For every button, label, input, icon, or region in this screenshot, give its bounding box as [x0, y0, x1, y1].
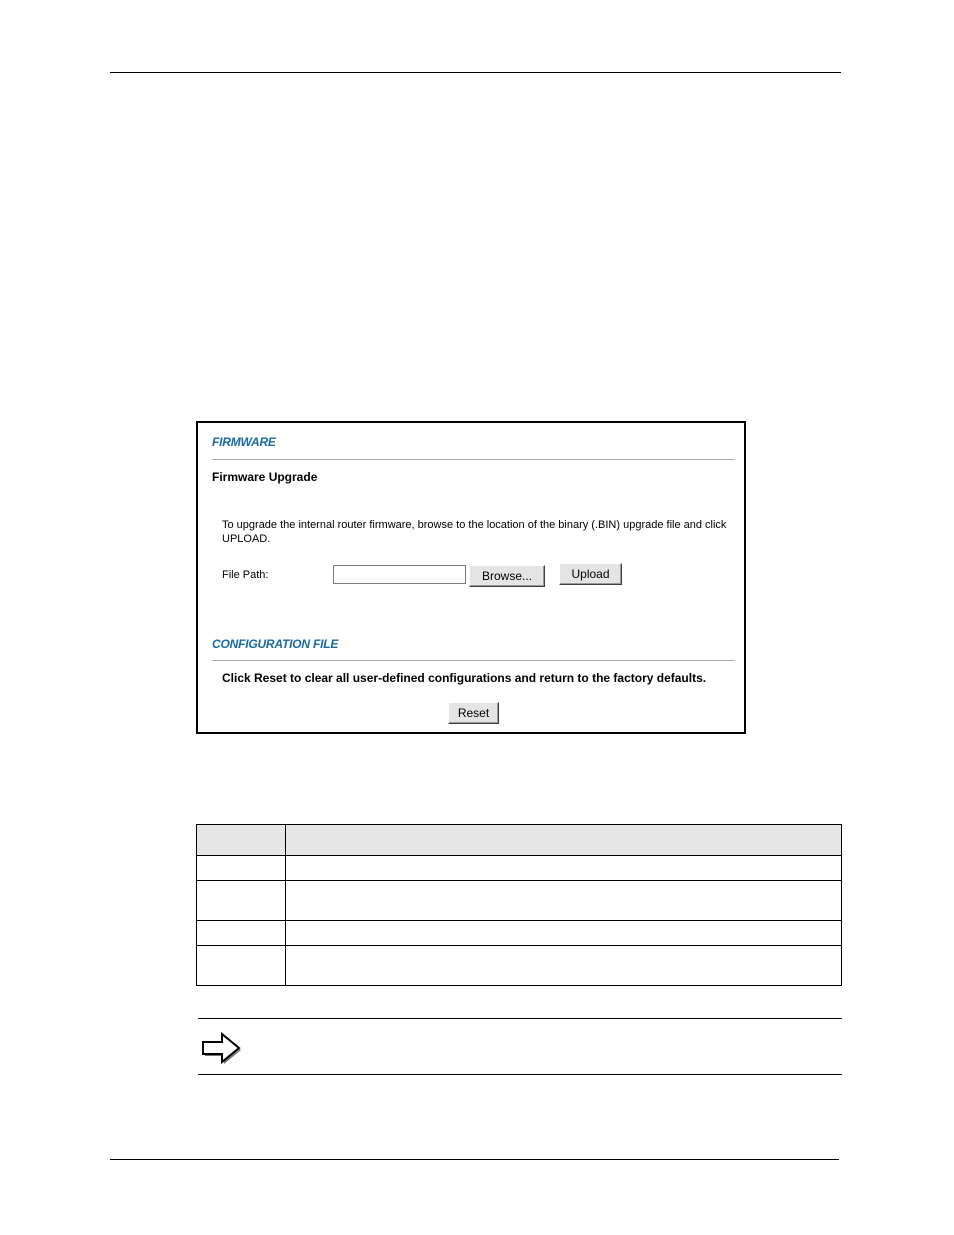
- table-header-row: [197, 825, 842, 856]
- table-cell: [197, 856, 286, 881]
- table-cell: [286, 946, 842, 986]
- table-cell: [197, 881, 286, 921]
- firmware-heading: FIRMWARE: [212, 435, 276, 449]
- table-row: [197, 921, 842, 946]
- configuration-file-heading: CONFIGURATION FILE: [212, 637, 339, 651]
- table-cell: [197, 921, 286, 946]
- table-cell: [286, 921, 842, 946]
- firmware-upgrade-subtitle: Firmware Upgrade: [212, 470, 318, 484]
- firmware-screen: [196, 421, 746, 734]
- firmware-divider: [212, 459, 735, 460]
- browse-button[interactable]: Browse...: [469, 565, 545, 587]
- table-row: [197, 946, 842, 986]
- header-rule: [110, 72, 841, 73]
- table-row: [197, 856, 842, 881]
- configuration-divider: [212, 660, 735, 661]
- table-row: [197, 881, 842, 921]
- file-path-label: File Path:: [222, 569, 269, 581]
- table-cell: [286, 881, 842, 921]
- field-description-table: [196, 824, 842, 986]
- note-box: [198, 1018, 842, 1075]
- reset-button[interactable]: Reset: [448, 702, 499, 724]
- table-cell: [286, 856, 842, 881]
- arrow-right-icon: [200, 1031, 244, 1065]
- footer-rule: [110, 1159, 839, 1160]
- table-header-cell: [197, 825, 286, 856]
- table-cell: [197, 946, 286, 986]
- reset-description: Click Reset to clear all user-defined configurations and return to the factory defaults.: [222, 671, 707, 685]
- table-header-cell: [286, 825, 842, 856]
- file-path-input[interactable]: [333, 565, 466, 584]
- firmware-upgrade-description: To upgrade the internal router firmware, browse to the location of the binary (.BIN) upgrade file and click UPLOAD.: [222, 519, 727, 545]
- upload-button[interactable]: Upload: [559, 563, 622, 585]
